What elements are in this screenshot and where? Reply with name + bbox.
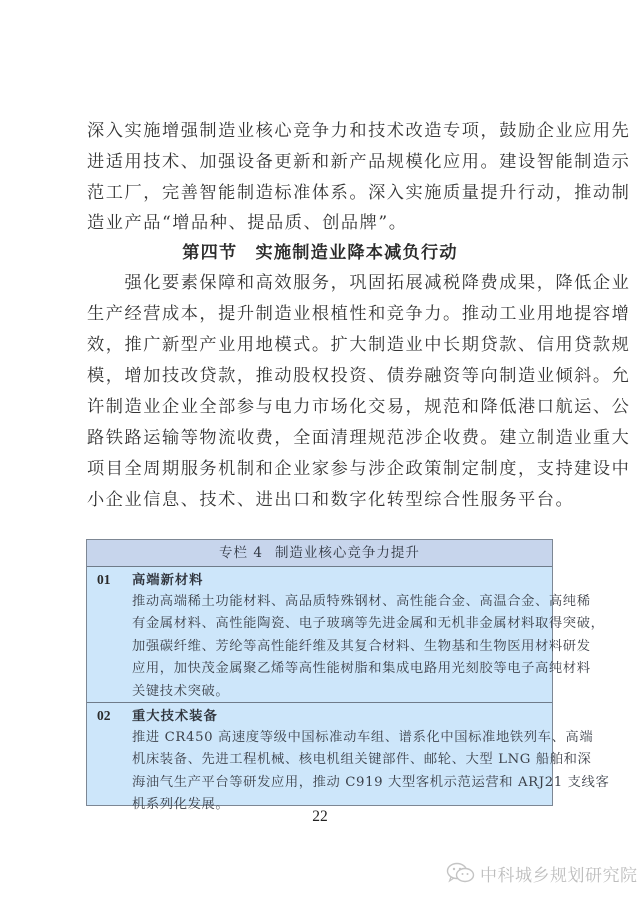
row-number: 02 bbox=[97, 708, 111, 723]
page-number: 22 bbox=[312, 808, 328, 825]
row-body bbox=[132, 591, 605, 703]
text-line: 许制造业企业全部参与电力市场化交易，规范和降低港口航运、公 bbox=[87, 397, 631, 417]
text-line: 强化要素保障和高效服务，巩固拓展减税降费成果，降低企业 bbox=[87, 273, 631, 293]
text-line: 机系列化发展。 bbox=[132, 797, 230, 813]
row-title: 重大技术装备 bbox=[132, 709, 218, 724]
feature-box-title: 制造业核心竞争力提升 bbox=[274, 545, 420, 561]
watermark-text: 中科城乡规划研究院 bbox=[480, 865, 638, 886]
row-title: 高端新材料 bbox=[132, 573, 204, 588]
section-title: 实施制造业降本减负行动 bbox=[255, 243, 458, 263]
text-line: 造业产品“增品种、提品质、创品牌”。 bbox=[87, 213, 408, 234]
feature-box-label: 专栏 4 bbox=[219, 545, 263, 561]
text-line: 小企业信息、技术、进出口和数字化转型综合性服务平台。 bbox=[87, 490, 575, 510]
text-line: 效，推广新型产业用地模式。扩大制造业中长期贷款、信用贷款规 bbox=[87, 335, 631, 355]
section-number: 第四节 bbox=[182, 243, 238, 263]
feature-box-header bbox=[87, 540, 552, 567]
paragraph-quality-upgrade bbox=[87, 116, 631, 239]
text-line: 路铁路运输等物流收费，全面清理规范涉企收费。建立制造业重大 bbox=[87, 428, 631, 448]
feature-row-advanced-materials bbox=[87, 567, 605, 702]
section-heading bbox=[0, 238, 640, 263]
text-line: 关键技术突破。 bbox=[132, 683, 230, 699]
paragraph-cost-reduction bbox=[87, 268, 631, 516]
feature-box bbox=[86, 539, 610, 813]
text-line: 推动高端稀土功能材料、高品质特殊钢材、高性能合金、高温合金、高纯稀 bbox=[132, 594, 591, 609]
text-line: 有金属材料、高性能陶瓷、电子玻璃等先进金属和无机非金属材料取得突破， bbox=[132, 616, 605, 632]
row-body bbox=[132, 727, 610, 817]
text-line: 生产经营成本，提升制造业根植性和竞争力。推动工业用地提容增 bbox=[87, 304, 631, 324]
wechat-icon bbox=[446, 862, 476, 884]
text-line: 机床装备、先进工程机械、核电机组关键部件、邮轮、大型 LNG 船舶和深 bbox=[132, 752, 592, 768]
text-line: 海油气生产平台等研发应用，推动 C919 大型客机示范运营和 ARJ21 支线客 bbox=[132, 774, 610, 790]
text-line: 模，增加技改贷款，推动股权投资、债券融资等向制造业倾斜。允 bbox=[87, 366, 631, 386]
text-line: 深入实施增强制造业核心竞争力和技术改造专项，鼓励企业应用先 bbox=[87, 121, 631, 141]
text-line: 项目全周期服务机制和企业家参与涉企政策制定制度，支持建设中 bbox=[87, 459, 631, 479]
text-line: 推进 CR450 高速度等级中国标准动车组、谱系化中国标准地铁列车、高端 bbox=[132, 730, 594, 745]
feature-row-major-equipment bbox=[87, 702, 610, 813]
text-line: 范工厂，完善智能制造标准体系。深入实施质量提升行动，推动制 bbox=[87, 182, 631, 203]
watermark bbox=[446, 860, 638, 886]
text-line: 加强碳纤维、芳纶等高性能纤维及其复合材料、生物基和生物医用材料研发 bbox=[132, 638, 591, 654]
text-line: 应用，加快茂金属聚乙烯等高性能树脂和集成电路用光刻胶等电子高纯材料 bbox=[132, 661, 591, 677]
text-line: 进适用技术、加强设备更新和新产品规模化应用。建设智能制造示 bbox=[87, 151, 631, 172]
row-number: 01 bbox=[97, 572, 111, 587]
